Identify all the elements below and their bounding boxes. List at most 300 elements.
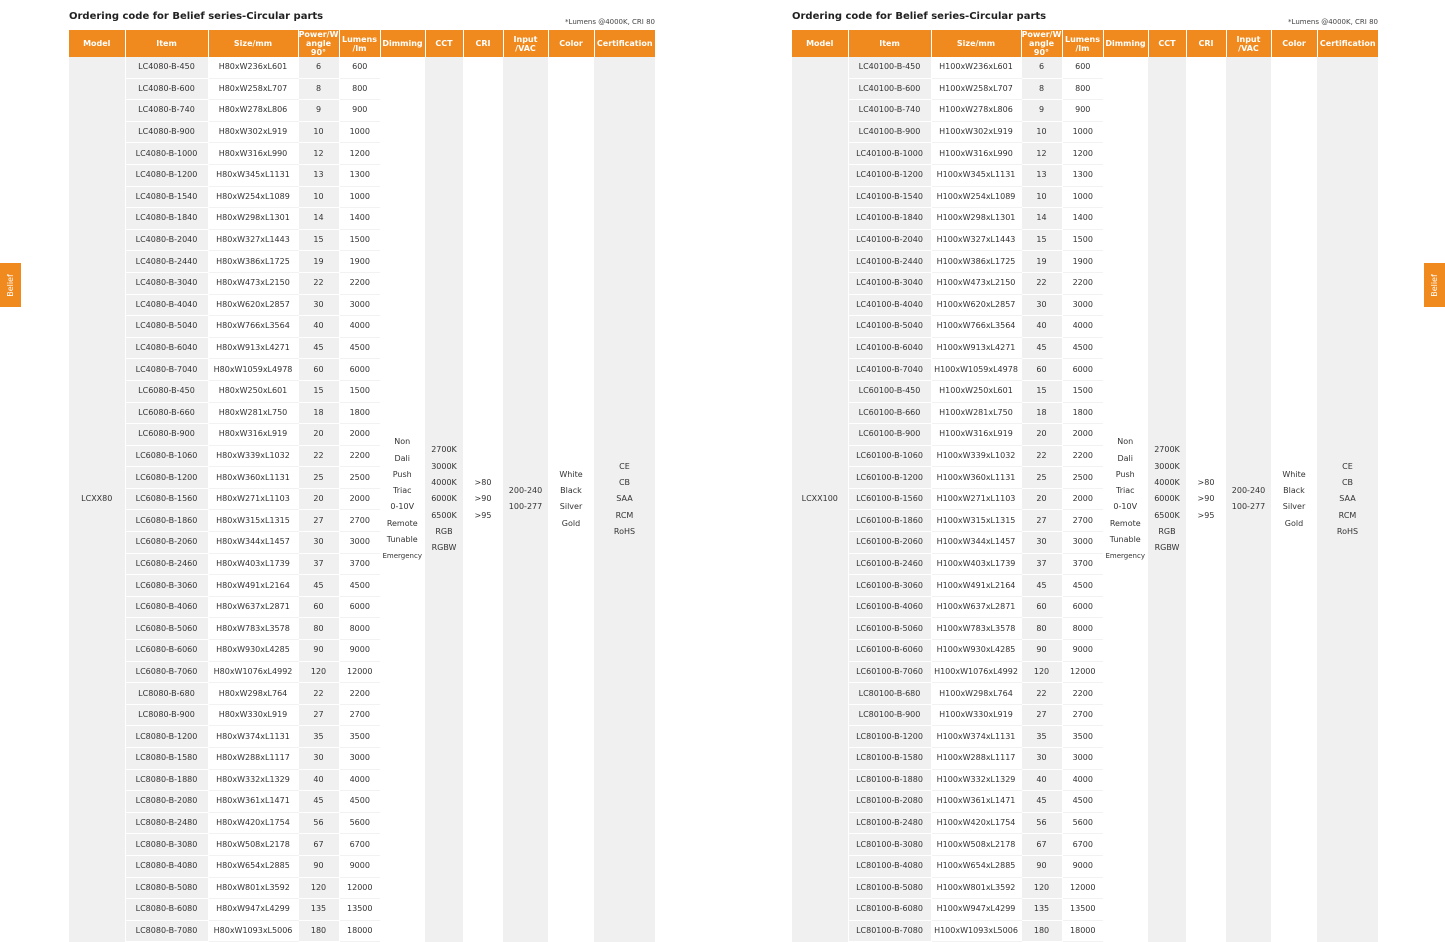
lumens-cell: 1000 (1062, 121, 1103, 143)
lumens-cell: 9000 (339, 640, 380, 662)
dimming-cell-value: Emergency (382, 552, 422, 561)
item-code-cell: LC4080-B-1840 (125, 208, 208, 230)
lumens-cell: 2500 (1062, 467, 1103, 489)
size-cell: H100xW913xL4271 (931, 337, 1021, 359)
column-header-input: Input /VAC (1226, 30, 1271, 57)
lumens-cell: 1900 (339, 251, 380, 273)
size-cell: H100xW386xL1725 (931, 251, 1021, 273)
item-code-cell: LC40100-B-5040 (848, 316, 931, 338)
item-code-cell: LC6080-B-1560 (125, 488, 208, 510)
input-cell-value: 100-277 (508, 502, 543, 512)
lumens-cell: 2200 (339, 683, 380, 705)
lumens-cell: 4000 (339, 769, 380, 791)
power-cell: 60 (298, 359, 339, 381)
dimming-cell-value: Tunable (1109, 535, 1141, 545)
power-cell: 13 (298, 164, 339, 186)
item-code-cell: LC6080-B-2460 (125, 553, 208, 575)
column-header-color: Color (1271, 30, 1317, 57)
size-cell: H100xW236xL601 (931, 57, 1021, 78)
lumens-cell: 2000 (1062, 424, 1103, 446)
lumens-cell: 4500 (1062, 791, 1103, 813)
size-cell: H80xW1093xL5006 (208, 920, 298, 942)
cct-cell-value: 2700K (431, 445, 457, 455)
size-cell: H100xW1076xL4992 (931, 661, 1021, 683)
cct-cell-value: RGB (1158, 526, 1176, 536)
lumens-cell: 13500 (339, 899, 380, 921)
size-cell: H80xW360xL1131 (208, 467, 298, 489)
lumens-cell: 3000 (1062, 294, 1103, 316)
size-cell: H80xW236xL601 (208, 57, 298, 78)
lumens-cell: 600 (339, 57, 380, 78)
color-cell-value: Gold (561, 518, 581, 528)
cct-cell-value: 6000K (1154, 494, 1180, 504)
lumens-cell: 1500 (1062, 380, 1103, 402)
input-cell-values (504, 483, 548, 516)
power-cell: 60 (1021, 359, 1062, 381)
item-code-cell: LC60100-B-4060 (848, 596, 931, 618)
power-cell: 12 (1021, 143, 1062, 165)
size-cell: H80xW298xL1301 (208, 208, 298, 230)
size-cell: H100xW1059xL4978 (931, 359, 1021, 381)
cct-cell-value: 2700K (1154, 445, 1180, 455)
lumens-cell: 12000 (1062, 661, 1103, 683)
size-cell: H100xW361xL1471 (931, 791, 1021, 813)
item-code-cell: LC40100-B-4040 (848, 294, 931, 316)
lumens-cell: 1400 (339, 208, 380, 230)
size-cell: H100xW420xL1754 (931, 812, 1021, 834)
power-cell: 45 (1021, 337, 1062, 359)
column-header-certification: Certification (594, 30, 655, 57)
certification-cell-value: CB (618, 477, 631, 487)
left-spec-panel (69, 0, 655, 936)
certification-cell-value: RoHS (1336, 526, 1359, 536)
input-cell-value: 200-240 (1231, 486, 1266, 496)
item-code-cell: LC6080-B-1060 (125, 445, 208, 467)
lumens-cell: 2000 (1062, 488, 1103, 510)
color-cell-value: White (1282, 469, 1306, 479)
dimming-cell-value: Dali (1117, 453, 1133, 463)
size-cell: H80xW913xL4271 (208, 337, 298, 359)
size-cell: H100xW654xL2885 (931, 855, 1021, 877)
dimming-cell-value: Remote (1109, 518, 1141, 528)
size-cell: H80xW620xL2857 (208, 294, 298, 316)
item-code-cell: LC8080-B-900 (125, 704, 208, 726)
lumens-cell: 1300 (339, 164, 380, 186)
table-body (792, 57, 1378, 942)
certification-cell (1317, 57, 1378, 942)
lumens-cell: 1400 (1062, 208, 1103, 230)
item-code-cell: LC6080-B-450 (125, 380, 208, 402)
cct-cell (425, 57, 463, 942)
size-cell: H80xW766xL3564 (208, 316, 298, 338)
dimming-cell-value: Dali (394, 453, 410, 463)
lumens-cell: 3000 (1062, 532, 1103, 554)
column-header-item: Item (848, 30, 931, 57)
cct-cell-value: 4000K (431, 477, 457, 487)
size-cell: H100xW801xL3592 (931, 877, 1021, 899)
lumens-cell: 1800 (339, 402, 380, 424)
size-cell: H100xW302xL919 (931, 121, 1021, 143)
cri-cell-value: >90 (474, 494, 492, 504)
item-code-cell: LC8080-B-6080 (125, 899, 208, 921)
size-cell: H80xW947xL4299 (208, 899, 298, 921)
lumens-cell: 1900 (1062, 251, 1103, 273)
item-code-cell: LC60100-B-1560 (848, 488, 931, 510)
power-cell: 37 (298, 553, 339, 575)
item-code-cell: LC40100-B-6040 (848, 337, 931, 359)
lumens-cell: 4500 (339, 791, 380, 813)
size-cell: H80xW281xL750 (208, 402, 298, 424)
size-cell: H100xW330xL919 (931, 704, 1021, 726)
power-cell: 30 (298, 532, 339, 554)
item-code-cell: LC8080-B-2080 (125, 791, 208, 813)
item-code-cell: LC8080-B-4080 (125, 855, 208, 877)
column-header-model: Model (69, 30, 125, 57)
cct-cell (1148, 57, 1186, 942)
power-cell: 90 (1021, 855, 1062, 877)
lumens-cell: 8000 (1062, 618, 1103, 640)
column-header-model: Model (792, 30, 848, 57)
power-cell: 20 (298, 488, 339, 510)
size-cell: H80xW374xL1131 (208, 726, 298, 748)
power-cell: 90 (298, 640, 339, 662)
dimming-cell-value: 0-10V (1113, 502, 1138, 512)
dimming-cell-value: Emergency (1105, 552, 1145, 561)
lumens-cell: 2000 (339, 488, 380, 510)
lumens-cell: 1300 (1062, 164, 1103, 186)
item-code-cell: LC4080-B-900 (125, 121, 208, 143)
size-cell: H80xW327xL1443 (208, 229, 298, 251)
lumens-cell: 900 (1062, 100, 1103, 122)
lumens-cell: 1500 (339, 380, 380, 402)
cri-cell-value: >90 (1197, 494, 1215, 504)
power-cell: 45 (298, 337, 339, 359)
power-cell: 56 (298, 812, 339, 834)
power-cell: 22 (1021, 445, 1062, 467)
power-cell: 45 (1021, 575, 1062, 597)
certification-cell-value: CE (619, 461, 630, 471)
power-cell: 18 (298, 402, 339, 424)
size-cell: H80xW316xL990 (208, 143, 298, 165)
column-header-lumens: Lumens /lm (339, 30, 380, 57)
side-tab-belief-right (1424, 263, 1445, 307)
lumens-cell: 2200 (339, 272, 380, 294)
table-row (792, 57, 1378, 78)
color-cell-value: Black (560, 486, 582, 496)
dimming-cell-value: 0-10V (390, 502, 415, 512)
item-code-cell: LC80100-B-3080 (848, 834, 931, 856)
size-cell: H100xW316xL990 (931, 143, 1021, 165)
power-cell: 14 (298, 208, 339, 230)
size-cell: H100xW316xL919 (931, 424, 1021, 446)
power-cell: 25 (1021, 467, 1062, 489)
cri-cell-values (1187, 475, 1226, 524)
certification-cell-value: SAA (1339, 494, 1356, 504)
cct-cell-values (1149, 442, 1186, 556)
color-cell-value: Silver (559, 502, 583, 512)
power-cell: 13 (1021, 164, 1062, 186)
item-code-cell: LC6080-B-2060 (125, 532, 208, 554)
size-cell: H100xW1093xL5006 (931, 920, 1021, 942)
power-cell: 20 (1021, 424, 1062, 446)
side-tab-label: Belief (1430, 273, 1439, 297)
lumens-cell: 4500 (339, 337, 380, 359)
item-code-cell: LC4080-B-1200 (125, 164, 208, 186)
power-cell: 67 (298, 834, 339, 856)
size-cell: H100xW783xL3578 (931, 618, 1021, 640)
size-cell: H80xW258xL707 (208, 78, 298, 100)
power-cell: 37 (1021, 553, 1062, 575)
item-code-cell: LC4080-B-1000 (125, 143, 208, 165)
power-cell: 8 (298, 78, 339, 100)
cct-cell-value: RGBW (1154, 543, 1180, 553)
lumens-cell: 2200 (339, 445, 380, 467)
table-title: Ordering code for Belief series-Circular parts (69, 11, 324, 22)
input-cell (1226, 57, 1271, 942)
size-cell: H80xW491xL2164 (208, 575, 298, 597)
power-cell: 180 (1021, 920, 1062, 942)
item-code-cell: LC60100-B-1200 (848, 467, 931, 489)
size-cell: H80xW344xL1457 (208, 532, 298, 554)
power-cell: 10 (298, 121, 339, 143)
dimming-cell-value: Non (394, 437, 411, 447)
size-cell: H80xW386xL1725 (208, 251, 298, 273)
size-cell: H80xW783xL3578 (208, 618, 298, 640)
lumens-cell: 13500 (1062, 899, 1103, 921)
size-cell: H100xW360xL1131 (931, 467, 1021, 489)
item-code-cell: LC40100-B-3040 (848, 272, 931, 294)
lumens-cell: 3500 (339, 726, 380, 748)
size-cell: H80xW420xL1754 (208, 812, 298, 834)
lumens-cell: 1000 (339, 121, 380, 143)
item-code-cell: LC60100-B-900 (848, 424, 931, 446)
item-code-cell: LC40100-B-1840 (848, 208, 931, 230)
lumens-cell: 2700 (1062, 704, 1103, 726)
column-header-input: Input /VAC (503, 30, 548, 57)
size-cell: H80xW302xL919 (208, 121, 298, 143)
size-cell: H80xW508xL2178 (208, 834, 298, 856)
size-cell: H80xW930xL4285 (208, 640, 298, 662)
column-header-cri: CRI (1186, 30, 1226, 57)
dimming-cell-value: Non (1117, 437, 1134, 447)
size-cell: H100xW345xL1131 (931, 164, 1021, 186)
lumens-cell: 6700 (1062, 834, 1103, 856)
power-cell: 10 (298, 186, 339, 208)
item-code-cell: LC40100-B-900 (848, 121, 931, 143)
size-cell: H80xW288xL1117 (208, 748, 298, 770)
lumens-cell: 3700 (1062, 553, 1103, 575)
size-cell: H80xW316xL919 (208, 424, 298, 446)
lumens-cell: 3000 (339, 294, 380, 316)
size-cell: H100xW327xL1443 (931, 229, 1021, 251)
item-code-cell: LC80100-B-7080 (848, 920, 931, 942)
color-cell-values (1272, 467, 1317, 532)
power-cell: 135 (298, 899, 339, 921)
column-header-size: Size/mm (208, 30, 298, 57)
item-code-cell: LC60100-B-1060 (848, 445, 931, 467)
item-code-cell: LC60100-B-6060 (848, 640, 931, 662)
lumens-cell: 3500 (1062, 726, 1103, 748)
certification-cell-value: RCM (1338, 510, 1357, 520)
column-header-dimming: Dimming (380, 30, 425, 57)
column-header-cri: CRI (463, 30, 503, 57)
size-cell: H80xW1059xL4978 (208, 359, 298, 381)
item-code-cell: LC4080-B-5040 (125, 316, 208, 338)
power-cell: 8 (1021, 78, 1062, 100)
size-cell: H100xW637xL2871 (931, 596, 1021, 618)
power-cell: 9 (1021, 100, 1062, 122)
table-title: Ordering code for Belief series-Circular parts (792, 11, 1047, 22)
power-cell: 60 (298, 596, 339, 618)
lumens-cell: 3000 (339, 748, 380, 770)
power-cell: 19 (298, 251, 339, 273)
size-cell: H100xW339xL1032 (931, 445, 1021, 467)
color-cell-value: Gold (1284, 518, 1304, 528)
power-cell: 22 (1021, 683, 1062, 705)
power-cell: 35 (298, 726, 339, 748)
power-cell: 67 (1021, 834, 1062, 856)
size-cell: H80xW801xL3592 (208, 877, 298, 899)
lumens-cell: 4000 (1062, 769, 1103, 791)
side-tab-label: Belief (6, 273, 15, 297)
power-cell: 10 (1021, 186, 1062, 208)
color-cell (548, 57, 594, 942)
model-cell: LCXX80 (69, 57, 125, 942)
size-cell: H100xW332xL1329 (931, 769, 1021, 791)
power-cell: 14 (1021, 208, 1062, 230)
cct-cell-value: RGB (435, 526, 453, 536)
item-code-cell: LC4080-B-2040 (125, 229, 208, 251)
size-cell: H80xW339xL1032 (208, 445, 298, 467)
lumens-cell: 1000 (339, 186, 380, 208)
power-cell: 35 (1021, 726, 1062, 748)
cri-cell (463, 57, 503, 942)
size-cell: H100xW250xL601 (931, 380, 1021, 402)
column-header-cct: CCT (425, 30, 463, 57)
cct-cell-value: 3000K (1154, 461, 1180, 471)
item-code-cell: LC6080-B-4060 (125, 596, 208, 618)
cri-cell (1186, 57, 1226, 942)
power-cell: 22 (298, 272, 339, 294)
item-code-cell: LC6080-B-5060 (125, 618, 208, 640)
power-cell: 22 (1021, 272, 1062, 294)
item-code-cell: LC4080-B-450 (125, 57, 208, 78)
lumens-cell: 4000 (339, 316, 380, 338)
size-cell: H100xW491xL2164 (931, 575, 1021, 597)
column-header-cct: CCT (1148, 30, 1186, 57)
item-code-cell: LC40100-B-2440 (848, 251, 931, 273)
certification-cell-values (595, 459, 655, 540)
size-cell: H100xW288xL1117 (931, 748, 1021, 770)
power-cell: 15 (1021, 380, 1062, 402)
size-cell: H80xW654xL2885 (208, 855, 298, 877)
lumens-note: *Lumens @4000K, CRI 80 (565, 18, 655, 26)
item-code-cell: LC80100-B-6080 (848, 899, 931, 921)
size-cell: H80xW330xL919 (208, 704, 298, 726)
power-cell: 6 (1021, 57, 1062, 78)
size-cell: H100xW271xL1103 (931, 488, 1021, 510)
size-cell: H80xW254xL1089 (208, 186, 298, 208)
column-header-color: Color (548, 30, 594, 57)
item-code-cell: LC4080-B-1540 (125, 186, 208, 208)
size-cell: H80xW271xL1103 (208, 488, 298, 510)
item-code-cell: LC80100-B-1200 (848, 726, 931, 748)
certification-cell-value: CB (1341, 477, 1354, 487)
certification-cell (594, 57, 655, 942)
lumens-cell: 12000 (339, 877, 380, 899)
lumens-cell: 8000 (339, 618, 380, 640)
ordering-code-table (792, 30, 1379, 942)
size-cell: H80xW403xL1739 (208, 553, 298, 575)
power-cell: 120 (1021, 661, 1062, 683)
item-code-cell: LC8080-B-3080 (125, 834, 208, 856)
power-cell: 18 (1021, 402, 1062, 424)
item-code-cell: LC40100-B-740 (848, 100, 931, 122)
lumens-cell: 900 (339, 100, 380, 122)
item-code-cell: LC60100-B-2060 (848, 532, 931, 554)
item-code-cell: LC40100-B-450 (848, 57, 931, 78)
item-code-cell: LC80100-B-900 (848, 704, 931, 726)
certification-cell-value: SAA (616, 494, 633, 504)
lumens-cell: 6700 (339, 834, 380, 856)
power-cell: 40 (298, 316, 339, 338)
lumens-cell: 600 (1062, 57, 1103, 78)
power-cell: 30 (1021, 294, 1062, 316)
power-cell: 22 (298, 683, 339, 705)
item-code-cell: LC80100-B-2480 (848, 812, 931, 834)
size-cell: H80xW315xL1315 (208, 510, 298, 532)
input-cell-values (1227, 483, 1271, 516)
item-code-cell: LC8080-B-680 (125, 683, 208, 705)
item-code-cell: LC40100-B-7040 (848, 359, 931, 381)
item-code-cell: LC60100-B-660 (848, 402, 931, 424)
dimming-cell-value: Triac (1115, 486, 1135, 496)
dimming-cell (380, 57, 425, 942)
item-code-cell: LC40100-B-1200 (848, 164, 931, 186)
column-header-size: Size/mm (931, 30, 1021, 57)
lumens-cell: 2000 (339, 424, 380, 446)
power-cell: 27 (1021, 704, 1062, 726)
lumens-cell: 1500 (339, 229, 380, 251)
input-cell (503, 57, 548, 942)
power-cell: 45 (1021, 791, 1062, 813)
certification-cell-value: CE (1342, 461, 1353, 471)
power-cell: 27 (298, 510, 339, 532)
size-cell: H100xW473xL2150 (931, 272, 1021, 294)
lumens-cell: 800 (1062, 78, 1103, 100)
lumens-cell: 2200 (1062, 683, 1103, 705)
certification-cell-value: RCM (615, 510, 634, 520)
lumens-cell: 2700 (339, 704, 380, 726)
lumens-cell: 1200 (339, 143, 380, 165)
item-code-cell: LC8080-B-7080 (125, 920, 208, 942)
lumens-cell: 6000 (1062, 359, 1103, 381)
item-code-cell: LC80100-B-5080 (848, 877, 931, 899)
lumens-cell: 1500 (1062, 229, 1103, 251)
cct-cell-value: 3000K (431, 461, 457, 471)
size-cell: H100xW930xL4285 (931, 640, 1021, 662)
item-code-cell: LC8080-B-2480 (125, 812, 208, 834)
dimming-cell-values (380, 434, 425, 564)
power-cell: 90 (1021, 640, 1062, 662)
item-code-cell: LC60100-B-450 (848, 380, 931, 402)
column-header-item: Item (125, 30, 208, 57)
cct-cell-value: 6000K (431, 494, 457, 504)
size-cell: H100xW403xL1739 (931, 553, 1021, 575)
cct-cell-value: 6500K (431, 510, 457, 520)
lumens-cell: 3000 (1062, 748, 1103, 770)
power-cell: 30 (298, 748, 339, 770)
